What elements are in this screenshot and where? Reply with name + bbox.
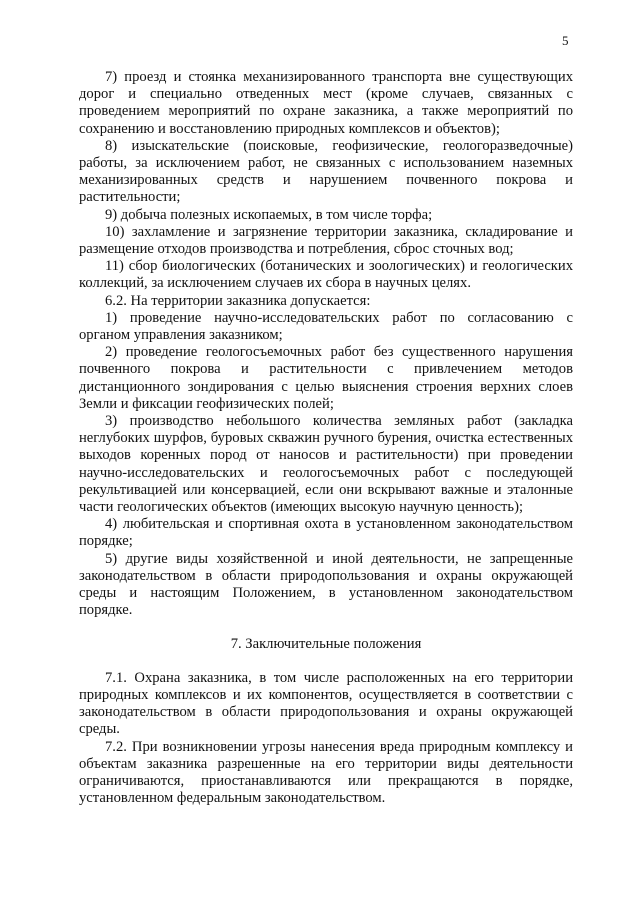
clause-7-2: 7.2. При возникновении угрозы нанесения вреда природным комплексу и объектам заказника разрешенные на его территории виды деятельности ограничиваются, приостанавливаются или прекращаются в порядке, установленном федеральным законодательством. [79, 738, 573, 807]
permitted-item-5: 5) другие виды хозяйственной и иной деятельности, не запрещенные законодательством в области природопользования и охраны окружающей среды и настоящим Положением, в установленном законодательством порядке. [79, 550, 573, 619]
prohibition-item-7: 7) проезд и стоянка механизированного транспорта вне существующих дорог и специально отведенных мест (кроме случаев, связанных с проведением мероприятий по охране заказника, а также мероприятий по сохранению и восстановлению природных комплексов и объектов); [79, 69, 573, 137]
clause-6-2: 6.2. На территории заказника допускается: [105, 292, 371, 309]
permitted-item-1: 1) проведение научно-исследовательских работ по согласованию с органом управления заказником; [79, 309, 573, 344]
prohibition-item-8: 8) изыскательские (поисковые, геофизические, геологоразведочные) работы, за исключением работ, не связанных с использованием наземных механизированных средств и нарушением почвенного покрова и растительности; [79, 137, 573, 206]
clause-7-1: 7.1. Охрана заказника, в том числе расположенных на его территории природных комплексов и их компонентов, осуществляется в соответствии с законодательством в области природопользования и охраны окружающей среды. [79, 669, 573, 738]
prohibition-item-10: 10) захламление и загрязнение территории заказника, складирование и размещение отходов производства и потребления, сброс сточных вод; [79, 223, 573, 258]
permitted-item-4: 4) любительская и спортивная охота в установленном законодательством порядке; [79, 516, 573, 550]
document-body [79, 69, 573, 807]
permitted-item-3: 3) производство небольшого количества земляных работ (закладка неглубоких шурфов, буровых скважин ручного бурения, очистка естественных выходов коренных пород от наносов и растительности) при проведении научно-исследовательских и геологосъемочных работ с последующей рекультивацией или консервацией, если они вскрывают важные и эталонные части геологических объектов (имеющих высокую научную ценность); [79, 413, 573, 516]
section-7-heading: 7. Заключительные положения [230, 635, 422, 652]
prohibition-item-9: 9) добыча полезных ископаемых, в том числе торфа; [105, 206, 433, 223]
page-number: 5 [562, 33, 569, 48]
prohibition-item-11: 11) сбор биологических (ботанических и зоологических) и геологических коллекций, за исключением случаев их сбора в научных целях. [79, 258, 573, 292]
permitted-item-2: 2) проведение геологосъемочных работ без существенного нарушения почвенного покрова и растительности с привлечением методов дистанционного зондирования с целью выяснения строения верхних слоев Земли и фиксации геофизических полей; [79, 344, 573, 412]
